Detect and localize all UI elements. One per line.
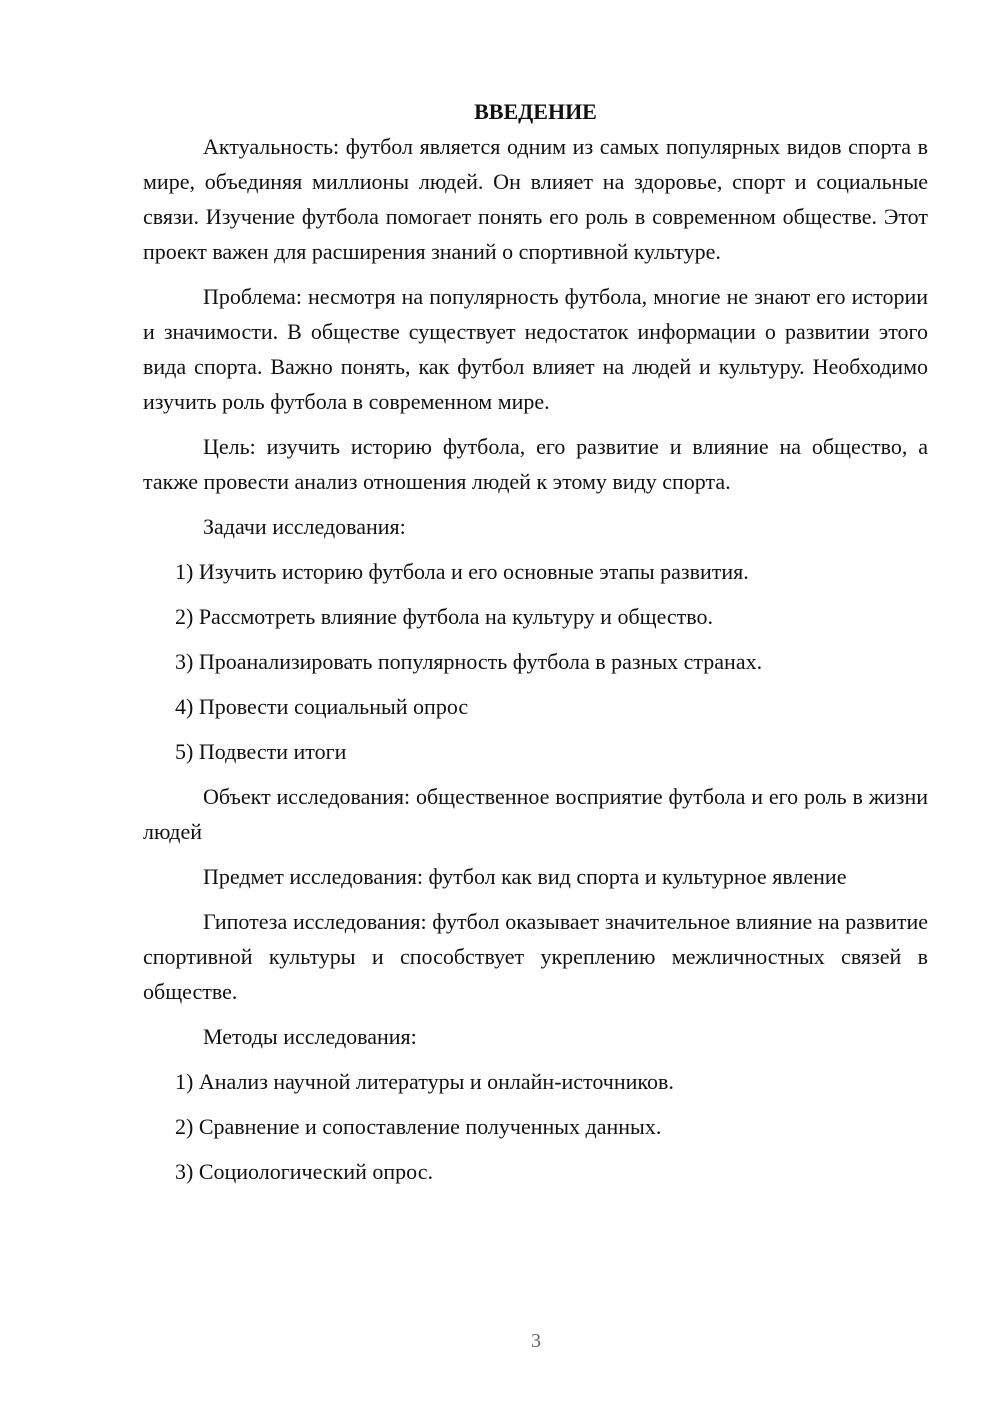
document-page [143, 94, 928, 1189]
hypothesis-paragraph: Гипотеза исследования: футбол оказывает значительное влияние на развитие спортивной культуры и способствует укреплению межличностных связей в обществе. [143, 909, 928, 1004]
relevance-paragraph: Актуальность: футбол является одним из самых популярных видов спорта в мире, объединяя миллионы людей. Он влияет на здоровье, спорт и социальные связи. Изучение футбола помогает понять его роль в современном обществе. Этот проект важен для расширения знаний о спортивной культуре. [143, 134, 928, 264]
page-title: ВВЕДЕНИЕ [474, 99, 597, 124]
page-number: 3 [531, 1330, 541, 1352]
subject-paragraph: Предмет исследования: футбол как вид спорта и культурное явление [203, 864, 847, 889]
list-item: 2) Сравнение и сопоставление полученных данных. [175, 1114, 662, 1139]
goal-paragraph: Цель: изучить историю футбола, его развитие и влияние на общество, а также провести анализ отношения людей к этому виду спорта. [143, 434, 928, 494]
tasks-list [143, 554, 928, 769]
list-item: 4) Провести социальный опрос [175, 694, 469, 719]
list-item: 3) Проанализировать популярность футбола в разных странах. [175, 649, 763, 674]
methods-heading: Методы исследования: [203, 1024, 417, 1049]
object-paragraph: Объект исследования: общественное восприятие футбола и его роль в жизни людей [143, 784, 928, 844]
problem-paragraph: Проблема: несмотря на популярность футбола, многие не знают его истории и значимости. В обществе существует недостаток информации о развитии этого вида спорта. Важно понять, как футбол влияет на людей и культуру. Необходимо изучить роль футбола в современном мире. [143, 284, 928, 414]
list-item: 1) Анализ научной литературы и онлайн-источников. [175, 1069, 674, 1094]
list-item: 3) Социологический опрос. [175, 1159, 433, 1184]
tasks-heading: Задачи исследования: [203, 514, 406, 539]
list-item: 5) Подвести итоги [175, 739, 347, 764]
list-item: 2) Рассмотреть влияние футбола на культуру и общество. [175, 604, 714, 629]
methods-list [143, 1064, 928, 1189]
list-item: 1) Изучить историю футбола и его основные этапы развития. [175, 559, 749, 584]
